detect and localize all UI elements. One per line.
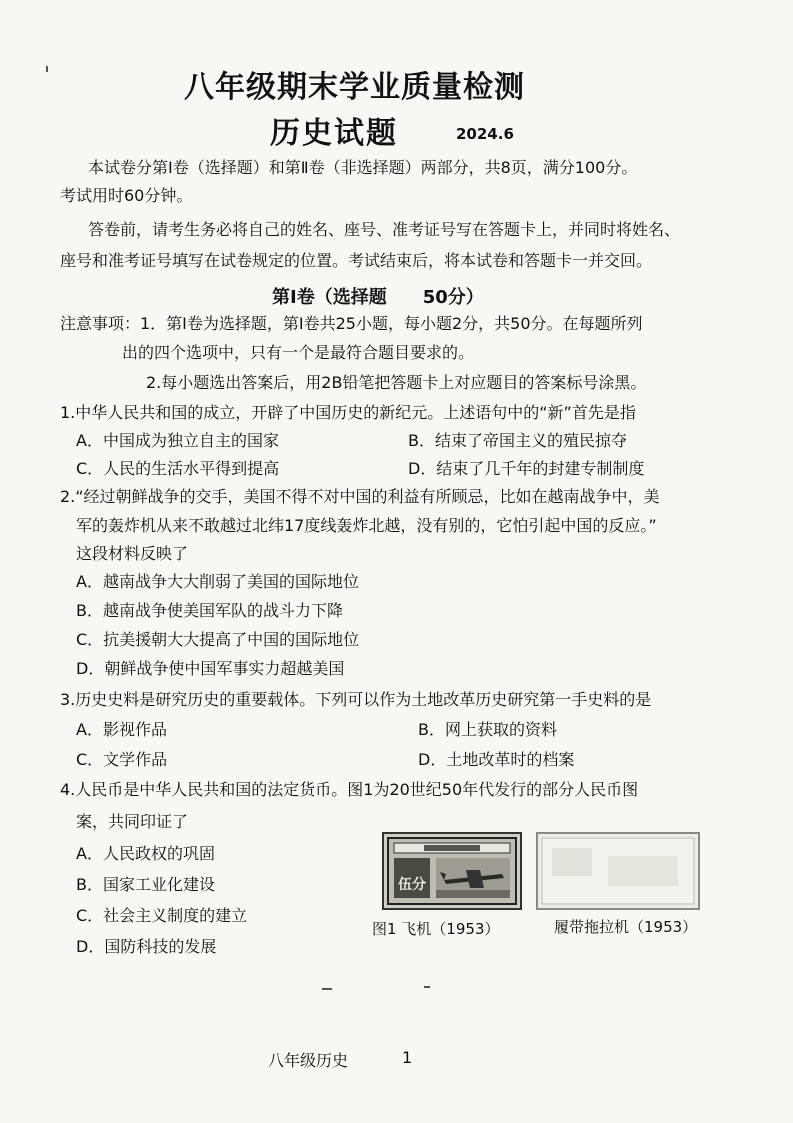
question-3-option-c: C．文学作品: [76, 750, 168, 769]
question-4-stem-2: 案，共同印证了: [76, 812, 189, 831]
scan-mark: [424, 986, 430, 988]
intro-line-2: 考试用时60分钟。: [60, 186, 193, 205]
banknote-tractor-image: [536, 832, 700, 910]
intro-line-3: 答卷前，请考生务必将自己的姓名、座号、准考证号写在答题卡上，并同时将姓名、: [88, 220, 681, 239]
scan-mark: [46, 66, 48, 72]
question-3-stem: 3.历史史料是研究历史的重要载体。下列可以作为土地改革历史研究第一手史料的是: [60, 690, 652, 709]
question-2-option-b: B．越南战争使美国军队的战斗力下降: [76, 601, 343, 620]
question-1-option-a: A．中国成为独立自主的国家: [76, 431, 279, 450]
scan-mark: [322, 988, 332, 990]
question-4-option-d: D．国防科技的发展: [76, 937, 217, 956]
question-2-option-a: A．越南战争大大削弱了美国的国际地位: [76, 572, 359, 591]
banknote-airplane-illustration: [384, 834, 520, 908]
banknote-tractor-illustration: [538, 834, 698, 908]
question-1-option-b: B．结束了帝国主义的殖民掠夺: [408, 431, 627, 450]
notes-line-2: 出的四个选项中，只有一个是最符合题目要求的。: [122, 343, 475, 362]
footer-subject: 八年级历史: [268, 1051, 349, 1070]
banknote-airplane-image: [382, 832, 522, 910]
question-2-stem-2: 军的轰炸机从来不敢越过北纬17度线轰炸北越，没有别的，它怕引起中国的反应。”: [76, 516, 657, 535]
notes-line-1: 注意事项：1．第Ⅰ卷为选择题，第Ⅰ卷共25小题，每小题2分，共50分。在每题所列: [60, 314, 643, 333]
exam-subtitle: 历史试题: [270, 116, 398, 151]
question-4-option-b: B．国家工业化建设: [76, 875, 215, 894]
question-2-option-c: C．抗美援朝大大提高了中国的国际地位: [76, 630, 360, 649]
question-3-option-d: D．土地改革时的档案: [418, 750, 575, 769]
exam-title: 八年级期末学业质量检测: [184, 70, 525, 105]
question-4-option-a: A．人民政权的巩固: [76, 844, 215, 863]
exam-date: 2024.6: [456, 125, 514, 143]
question-2-stem-1: 2.“经过朝鲜战争的交手，美国不得不对中国的利益有所顾忌，比如在越南战争中，美: [60, 487, 660, 506]
banknote-denomination: 伍分: [398, 877, 426, 893]
figure-caption-airplane: 图1 飞机（1953）: [372, 920, 500, 938]
question-1-option-d: D．结束了几千年的封建专制制度: [408, 459, 645, 478]
question-4-option-c: C．社会主义制度的建立: [76, 906, 248, 925]
question-1-stem: 1.中华人民共和国的成立，开辟了中国历史的新纪元。上述语句中的“新”首先是指: [60, 403, 636, 422]
notes-line-3: 2.每小题选出答案后，用2B铅笔把答题卡上对应题目的答案标号涂黑。: [146, 373, 647, 392]
question-3-option-a: A．影视作品: [76, 720, 167, 739]
question-3-option-b: B．网上获取的资料: [418, 720, 557, 739]
question-2-option-d: D．朝鲜战争使中国军事实力超越美国: [76, 659, 345, 678]
question-4-stem-1: 4.人民币是中华人民共和国的法定货币。图1为20世纪50年代发行的部分人民币图: [60, 780, 639, 799]
figure-caption-tractor: 履带拖拉机（1953）: [554, 918, 698, 936]
intro-line-1: 本试卷分第Ⅰ卷（选择题）和第Ⅱ卷（非选择题）两部分，共8页，满分100分。: [88, 158, 638, 177]
intro-line-4: 座号和准考证号填写在试卷规定的位置。考试结束后，将本试卷和答题卡一并交回。: [60, 251, 653, 270]
section-heading: 第Ⅰ卷（选择题 50分）: [272, 287, 484, 308]
question-1-option-c: C．人民的生活水平得到提高: [76, 459, 280, 478]
footer-page-number: 1: [402, 1048, 413, 1067]
question-2-stem-3: 这段材料反映了: [76, 544, 189, 563]
